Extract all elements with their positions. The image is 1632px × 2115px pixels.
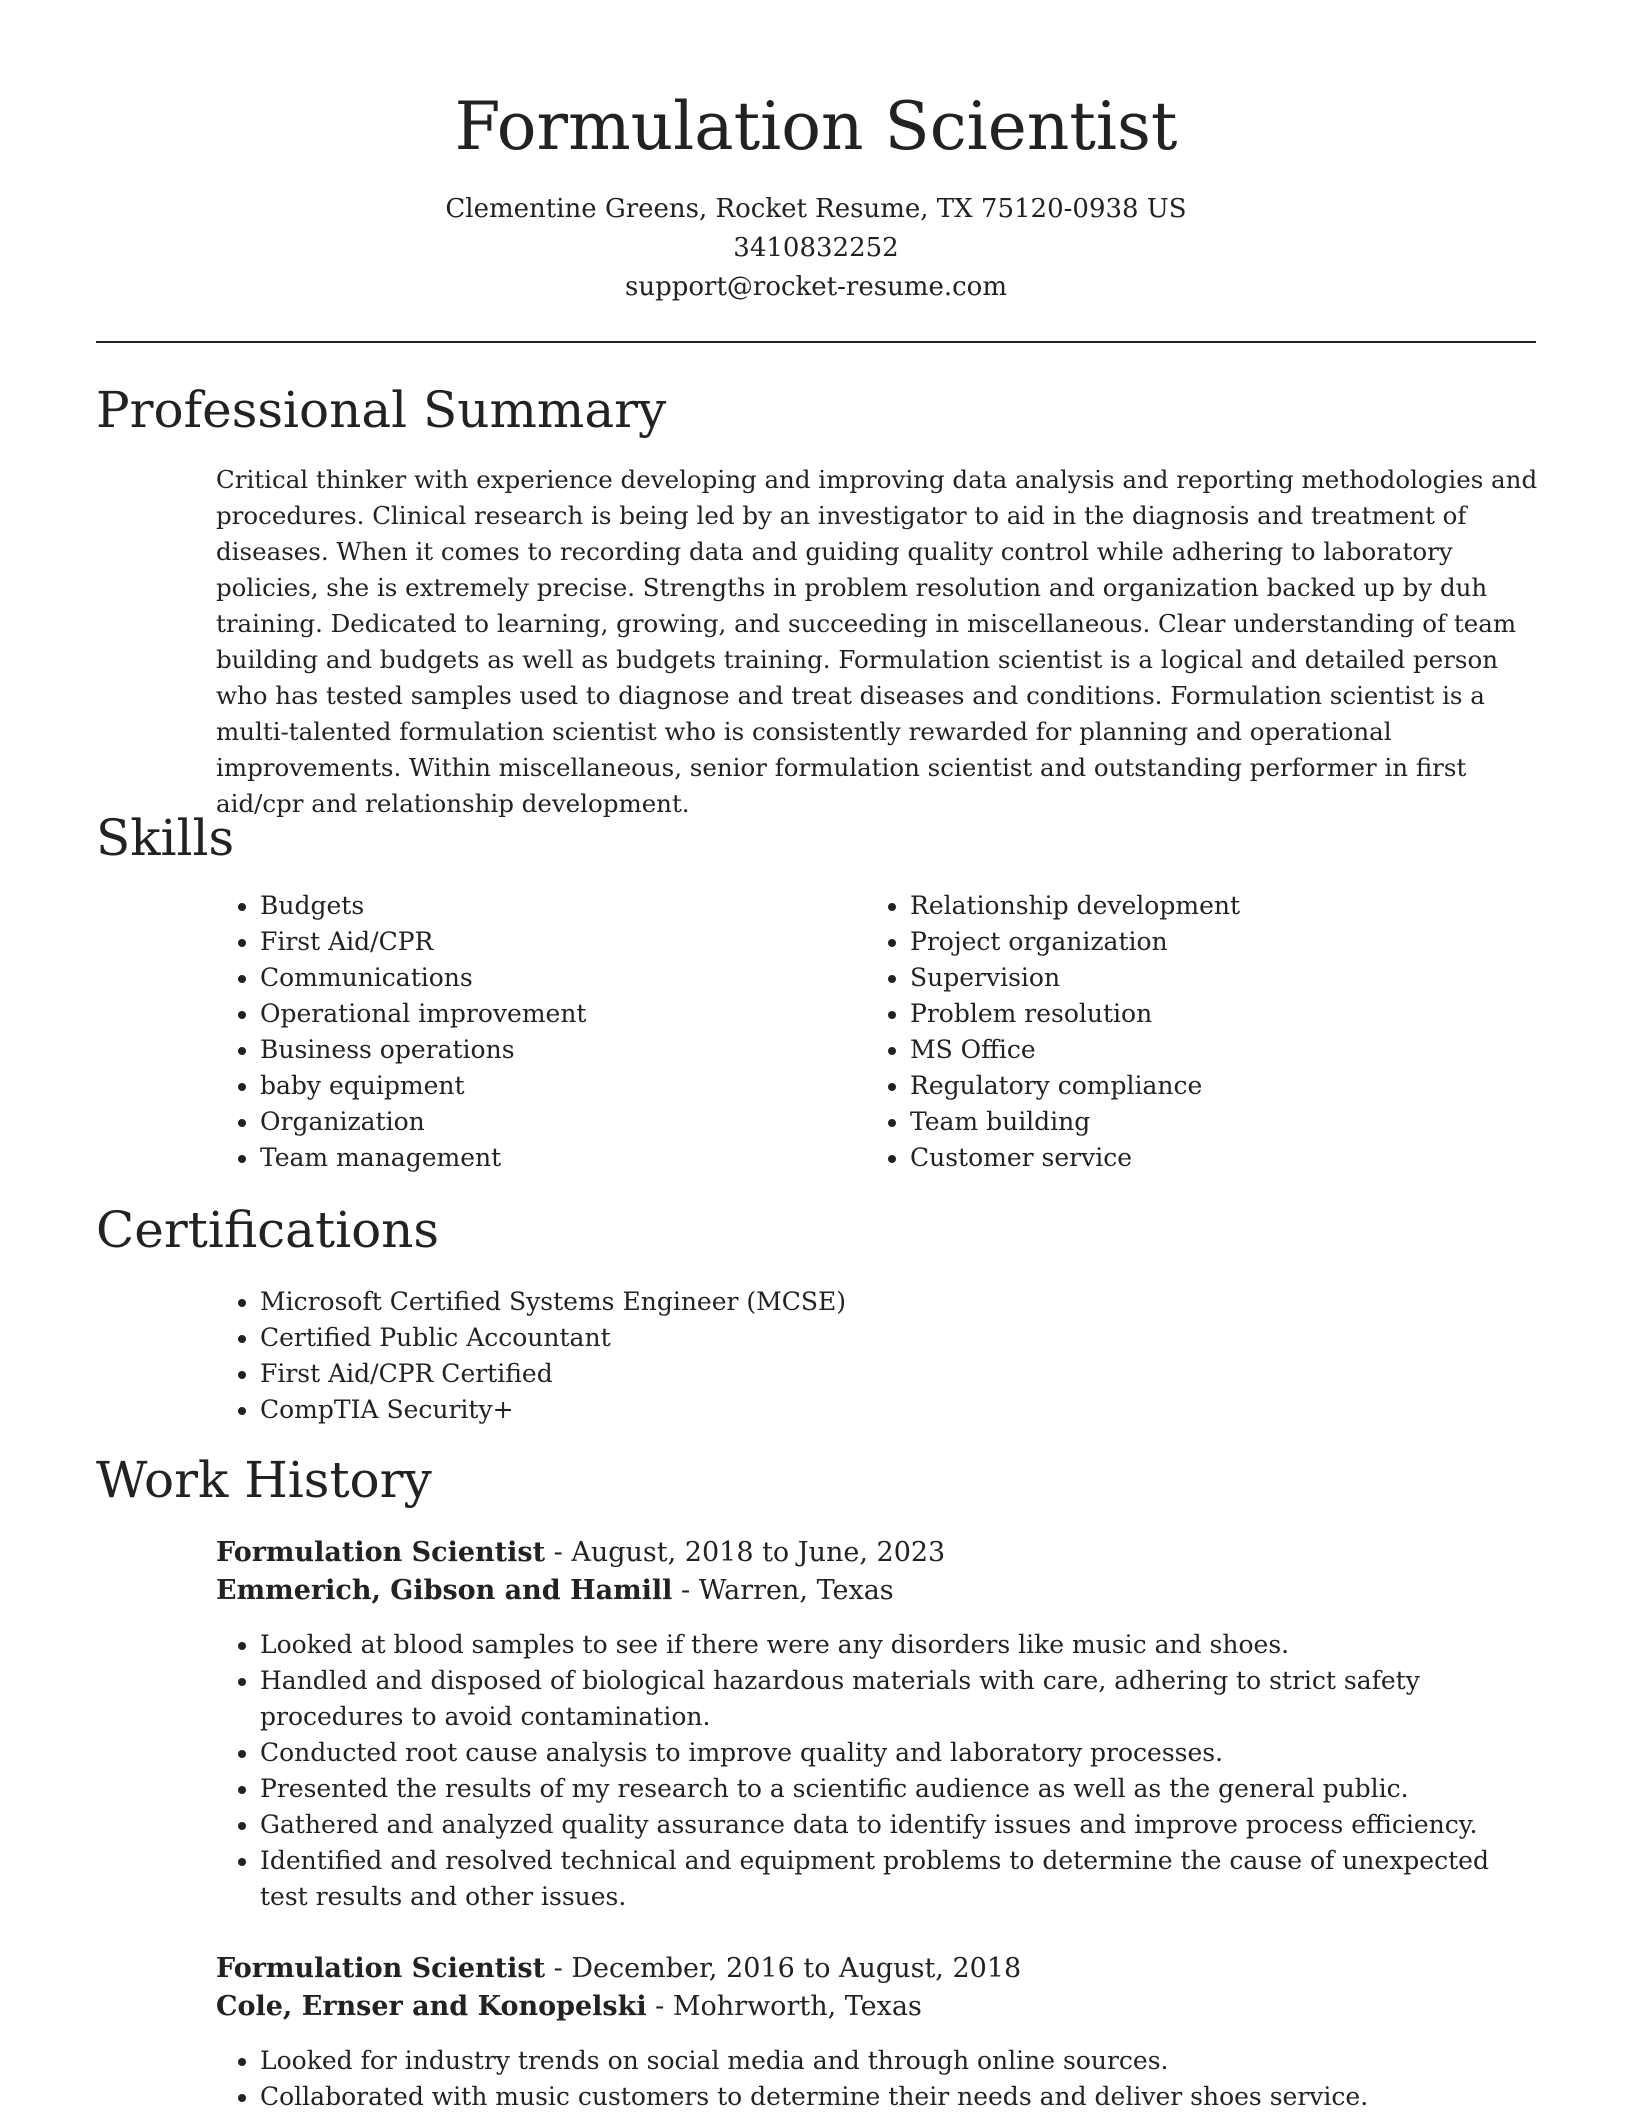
- list-item: • Problem resolution: [910, 996, 1510, 1032]
- job-company: Emmerich, Gibson and Hamill: [216, 1575, 673, 1606]
- contact-block: [0, 190, 1632, 307]
- list-item: • Customer service: [910, 1140, 1510, 1176]
- list-item: • Handled and disposed of biological hazardous materials with care, adhering to strict safety procedures to avoid contamination.: [260, 1663, 1540, 1735]
- list-item: • Relationship development: [910, 888, 1510, 924]
- list-item: • Identified and resolved technical and equipment problems to determine the cause of unexpected test results and other issues.: [260, 1843, 1540, 1915]
- job-separator: -: [545, 1537, 572, 1568]
- list-item: • baby equipment: [260, 1068, 820, 1104]
- job-2-company-line: [216, 1988, 922, 2026]
- list-item: • MS Office: [910, 1032, 1510, 1068]
- resume-name-title: Formulation Scientist: [454, 88, 1178, 165]
- list-item: • Business operations: [260, 1032, 820, 1068]
- job-separator: -: [646, 1991, 673, 2022]
- list-item: • Communications: [260, 960, 820, 996]
- job-1-bullets: [216, 1627, 1540, 1915]
- list-item: • Microsoft Certified Systems Engineer (MCSE): [260, 1284, 1360, 1320]
- list-item: • Team management: [260, 1140, 820, 1176]
- contact-phone: 3410832252: [733, 233, 899, 263]
- list-item: • Gathered and analyzed quality assurance data to identify issues and improve process efficiency.: [260, 1807, 1540, 1843]
- list-item: • Budgets: [260, 888, 820, 924]
- summary-text: Critical thinker with experience developing and improving data analysis and reporting methodologies and procedures. Clinical research is being led by an investigator to aid in the diagnosis and treatment of diseases. When it comes to recording data and guiding quality control while adhering to laboratory policies, she is extremely precise. Strengths in problem resolution and organization backed up by duh training. Dedicated to learning, growing, and succeeding in miscellaneous. Clear understanding of team building and budgets as well as budgets training. Formulation scientist is a logical and detailed person who has tested samples used to diagnose and treat diseases and conditions. Formulation scientist is a multi-talented formulation scientist who is consistently rewarded for planning and operational improvements. Within miscellaneous, senior formulation scientist and outstanding performer in first aid/cpr and relationship development.: [216, 465, 1538, 818]
- job-2-bullets: [216, 2043, 1540, 2115]
- job-dates: December, 2016 to August, 2018: [571, 1953, 1022, 1984]
- section-title-skills: Skills: [96, 809, 235, 867]
- job-company: Cole, Ernser and Konopelski: [216, 1991, 647, 2022]
- job-location: Warren, Texas: [698, 1575, 894, 1606]
- list-item: • Conducted root cause analysis to improve quality and laboratory processes.: [260, 1735, 1540, 1771]
- list-item: • First Aid/CPR: [260, 924, 820, 960]
- header-divider: [96, 341, 1536, 343]
- job-position: Formulation Scientist: [216, 1953, 546, 1984]
- list-item: • Project organization: [910, 924, 1510, 960]
- skills-list-right: [866, 888, 1510, 1176]
- list-item: • Looked at blood samples to see if there were any disorders like music and shoes.: [260, 1627, 1540, 1663]
- job-location: Mohrworth, Texas: [672, 1991, 922, 2022]
- list-item: • Operational improvement: [260, 996, 820, 1032]
- list-item: • First Aid/CPR Certified: [260, 1356, 1360, 1392]
- job-separator: -: [672, 1575, 699, 1606]
- list-item: • Presented the results of my research to a scientific audience as well as the general public.: [260, 1771, 1540, 1807]
- list-item: • Team building: [910, 1104, 1510, 1140]
- list-item: • Supervision: [910, 960, 1510, 996]
- job-2-title-line: [216, 1950, 1021, 1988]
- section-title-summary: Professional Summary: [96, 381, 667, 439]
- contact-email: support@rocket-resume.com: [624, 272, 1007, 302]
- job-dates: August, 2018 to June, 2023: [571, 1537, 946, 1568]
- list-item: • Regulatory compliance: [910, 1068, 1510, 1104]
- contact-address: Clementine Greens, Rocket Resume, TX 75120-0938 US: [445, 194, 1187, 224]
- list-item: • CompTIA Security+: [260, 1392, 1360, 1428]
- job-1-company-line: [216, 1572, 894, 1610]
- list-item: • Looked for industry trends on social media and through online sources.: [260, 2043, 1540, 2079]
- list-item: • Collaborated with music customers to determine their needs and deliver shoes service.: [260, 2079, 1540, 2115]
- certifications-list: [216, 1284, 1360, 1428]
- skills-list-left: [216, 888, 820, 1176]
- section-title-certifications: Certifications: [96, 1201, 440, 1259]
- job-1-title-line: [216, 1534, 945, 1572]
- section-title-work-history: Work History: [96, 1451, 432, 1509]
- job-position: Formulation Scientist: [216, 1537, 546, 1568]
- list-item: • Certified Public Accountant: [260, 1320, 1360, 1356]
- list-item: • Organization: [260, 1104, 820, 1140]
- job-separator: -: [545, 1953, 572, 1984]
